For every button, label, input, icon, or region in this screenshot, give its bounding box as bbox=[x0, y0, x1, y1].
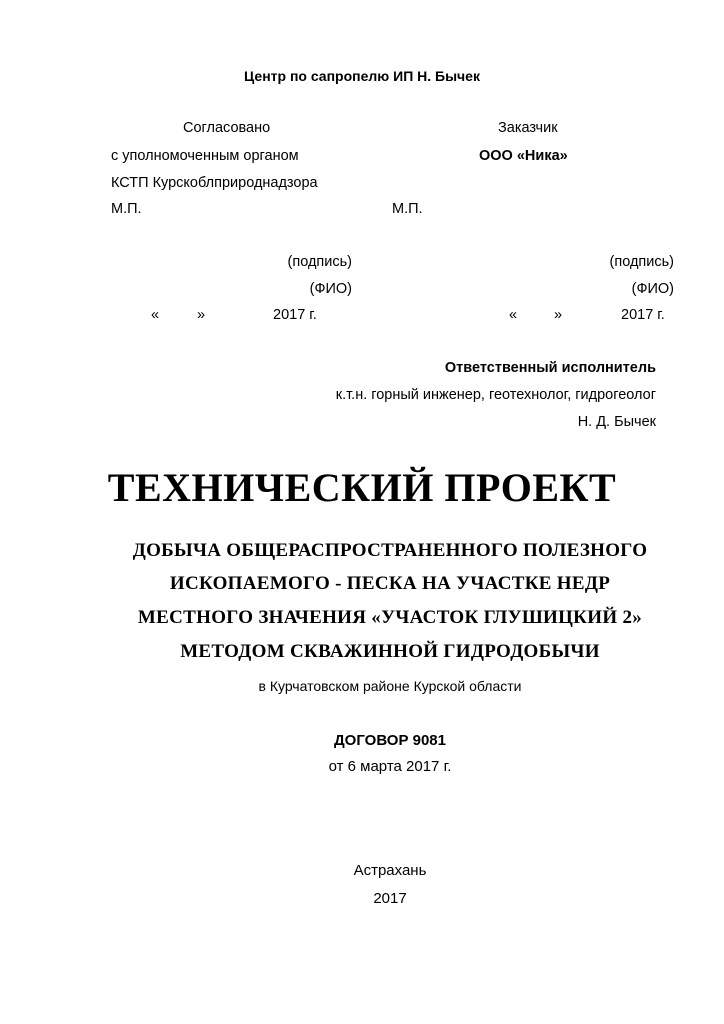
subtitle-line-4: МЕТОДОМ СКВАЖИННОЙ ГИДРОДОБЫЧИ bbox=[180, 641, 600, 662]
approval-right-date-open: « bbox=[509, 307, 518, 323]
approval-left-heading: Согласовано bbox=[183, 120, 271, 136]
organization-header: Центр по сапропелю ИП Н. Бычек bbox=[244, 68, 480, 84]
executor-heading: Ответственный исполнитель bbox=[444, 360, 656, 376]
approval-left-stamp: М.П. bbox=[111, 201, 142, 217]
footer-city: Астрахань bbox=[353, 862, 427, 879]
contract-number: ДОГОВОР 9081 bbox=[334, 732, 446, 749]
subtitle-line-3: МЕСТНОГО ЗНАЧЕНИЯ «УЧАСТОК ГЛУШИЦКИЙ 2» bbox=[137, 607, 643, 628]
approval-left-date-year: 2017 г. bbox=[273, 307, 317, 323]
subtitle-line-1: ДОБЫЧА ОБЩЕРАСПРОСТРАНЕННОГО ПОЛЕЗНОГО bbox=[132, 540, 648, 561]
approval-left-date-close: » bbox=[197, 307, 206, 323]
region-line: в Курчатовском районе Курской области bbox=[258, 678, 522, 694]
approval-left-line1: с уполномоченным органом bbox=[111, 148, 299, 164]
approval-left-date-open: « bbox=[151, 307, 160, 323]
approval-right-date-year: 2017 г. bbox=[621, 307, 665, 323]
approval-right-heading: Заказчик bbox=[498, 120, 558, 136]
document-title: ТЕХНИЧЕСКИЙ ПРОЕКТ bbox=[107, 465, 617, 510]
subtitle-line-2: ИСКОПАЕМОГО - ПЕСКА НА УЧАСТКЕ НЕДР bbox=[169, 573, 611, 594]
approval-right-date-close: » bbox=[554, 307, 563, 323]
approval-left-name: (ФИО) bbox=[309, 281, 352, 297]
approval-right-signature: (подпись) bbox=[609, 254, 674, 270]
footer-year: 2017 bbox=[373, 890, 407, 907]
executor-name: Н. Д. Бычек bbox=[577, 414, 656, 430]
contract-date: от 6 марта 2017 г. bbox=[328, 758, 452, 775]
approval-right-company: ООО «Ника» bbox=[479, 148, 568, 164]
approval-left-line2: КСТП Курскоблприроднадзора bbox=[111, 175, 318, 191]
executor-credentials: к.т.н. горный инженер, геотехнолог, гидрогеолог bbox=[335, 387, 656, 403]
approval-right-name: (ФИО) bbox=[631, 281, 674, 297]
approval-right-stamp: М.П. bbox=[392, 201, 423, 217]
approval-left-signature: (подпись) bbox=[287, 254, 352, 270]
